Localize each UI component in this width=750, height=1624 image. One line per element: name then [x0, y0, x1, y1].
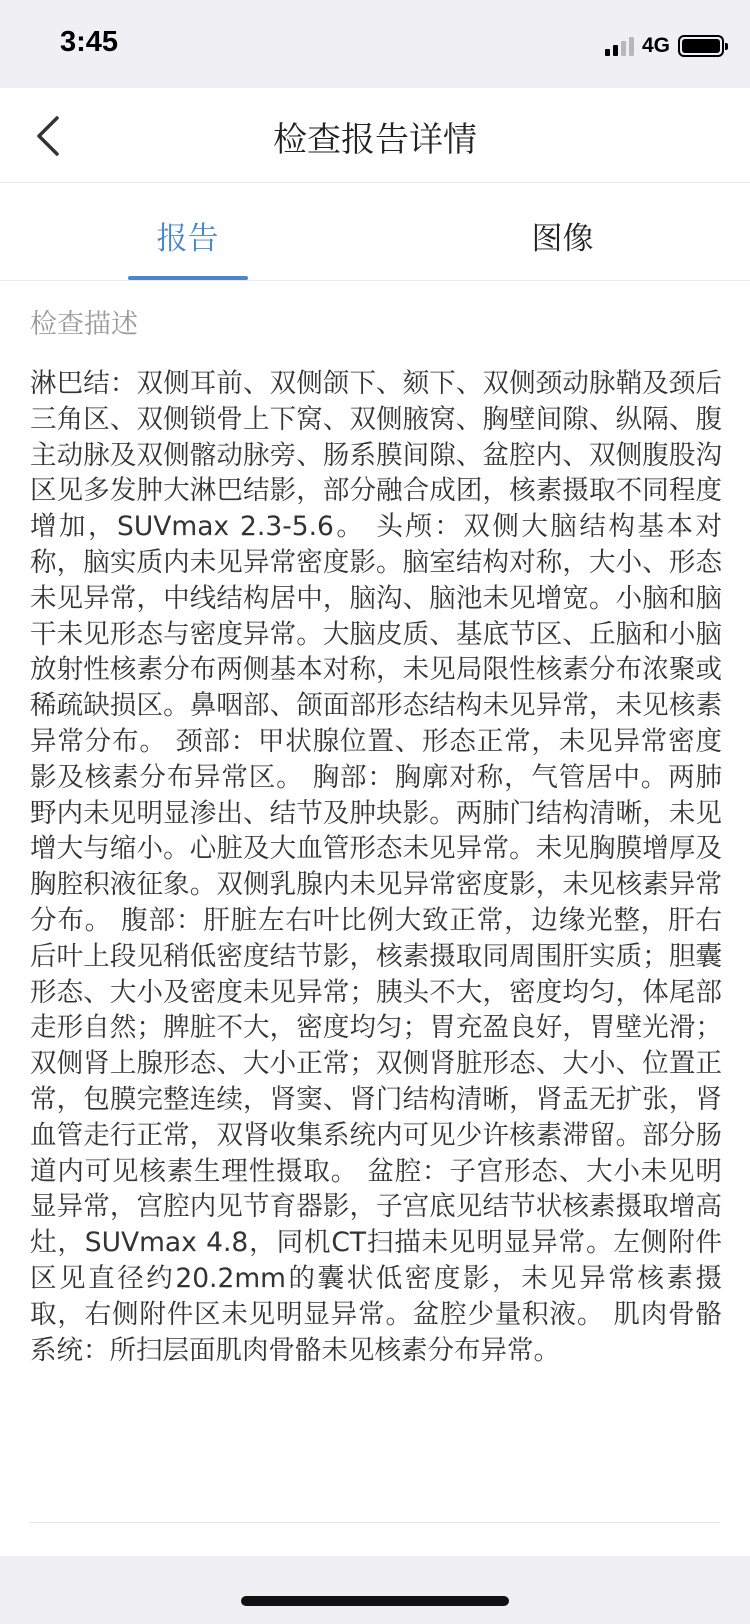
home-indicator[interactable]	[241, 1596, 509, 1606]
tab-images-label: 图像	[531, 221, 594, 257]
nav-bar	[0, 88, 750, 183]
tab-active-indicator	[128, 276, 248, 280]
section-label: 检查描述	[30, 309, 138, 340]
tab-bar	[0, 183, 750, 281]
status-bar	[0, 0, 750, 88]
report-description: 淋巴结：双侧耳前、双侧颌下、颏下、双侧颈动脉鞘及颈后三角区、双侧锁骨上下窝、双侧腋窝、胸壁间隙、纵隔、腹主动脉及双侧髂动脉旁、肠系膜间隙、盆腔内、双侧腹股沟区见多发肿大淋巴结影，部分融合成团，核素摄取不同程度增加，SUVmax 2.3-5.6。 头颅：双侧大脑结构基本对称，脑实质内未见异常密度影。脑室结构对称，大小、形态未见异常，中线结构居中，脑沟、脑池未见增宽。小脑和脑干未见形态与密度异常。大脑皮质、基底节区、丘脑和小脑放射性核素分布两侧基本对称，未见局限性核素分布浓聚或稀疏缺损区。鼻咽部、颌面部形态结构未见异常，未见核素异常分布。 颈部：甲状腺位置、形态正常，未见异常密度影及核素分布异常区。 胸部：胸廓对称，气管居中。两肺野内未见明显渗出、结节及肿块影。两肺门结构清晰，未见增大与缩小。心脏及大血管形态未见异常。未见胸膜增厚及胸腔积液征象。双侧乳腺内未见异常密度影，未见核素异常分布。 腹部：肝脏左右叶比例大致正常，边缘光整，肝右后叶上段见稍低密度结节影，核素摄取同周围肝实质；胆囊形态、大小及密度未见异常；胰头不大，密度均匀，体尾部走形自然；脾脏不大，密度均匀；胃充盈良好，胃壁光滑；双侧肾上腺形态、大小正常；双侧肾脏形态、大小、位置正常，包膜完整连续，肾窦、肾门结构清晰，肾盂无扩张，肾血管走行正常，双肾收集系统内可见少许核素滞留。部分肠道内可见核素生理性摄取。 盆腔：子宫形态、大小未见明显异常，宫腔内见节育器影，子宫底见结节状核素摄取增高灶，SUVmax 4.8，同机CT扫描未见明显异常。左侧附件区见直径约20.2mm的囊状低密度影，未见异常核素摄取，右侧附件区未见明显异常。盆腔少量积液。 肌肉骨骼系统：所扫层面肌肉骨骼未见核素分布异常。	[30, 368, 722, 1366]
tab-report[interactable]	[0, 183, 375, 280]
tab-images[interactable]	[375, 183, 750, 280]
page-title: 检查报告详情	[273, 120, 477, 160]
signal-icon	[605, 36, 634, 56]
bottom-safe-area	[0, 1556, 750, 1624]
content-divider	[30, 1522, 720, 1523]
battery-icon	[678, 35, 724, 57]
network-label: 4G	[641, 34, 670, 57]
status-time: 3:45	[60, 26, 119, 58]
status-indicators	[605, 34, 724, 58]
tab-report-label: 报告	[156, 221, 219, 257]
